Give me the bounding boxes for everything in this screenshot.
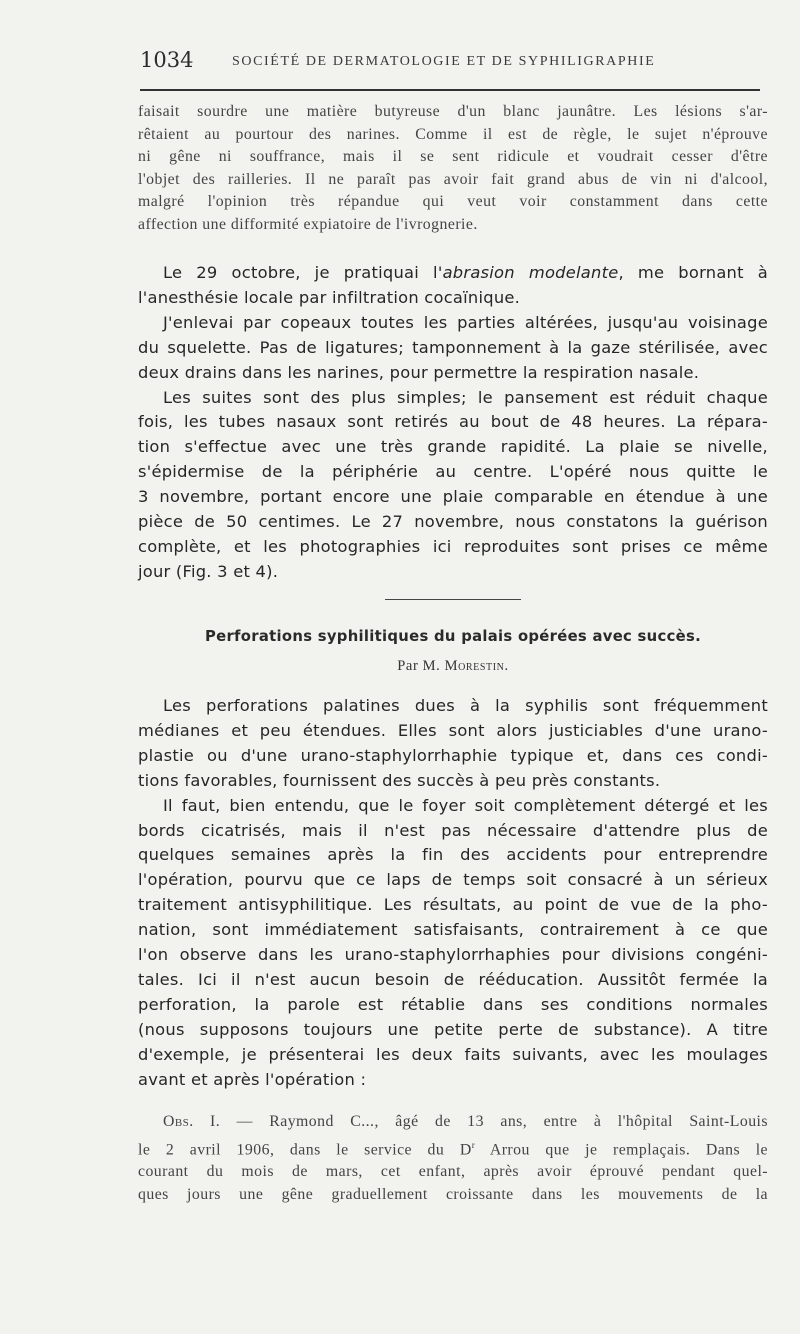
article-title: Perforations syphilitiques du palais opérées avec succès. — [204, 628, 702, 645]
obs-line: courant du mois de mars, cet enfant, après avoir éprouvé pendant quel- — [138, 1163, 768, 1181]
obs-superscript: r — [471, 1139, 476, 1150]
case-line: complète, et les photographies ici reproduites sont prises ce même — [138, 536, 768, 556]
case-line: tion s'effectue avec une très grande rapidité. La plaie se nivelle, — [138, 437, 768, 457]
body-line: Il faut, bien entendu, que le foyer soit complètement détergé et les — [163, 795, 768, 815]
body-line: médianes et peu étendues. Elles sont alors justiciables d'une urano- — [138, 720, 768, 740]
body-line: avant et après l'opération : — [138, 1069, 367, 1089]
obs-line — [138, 1111, 768, 1134]
running-head: SOCIÉTÉ DE DERMATOLOGIE ET DE SYPHILIGRAPHIE — [232, 54, 656, 69]
body-line: traitement antisyphilitique. Les résultats, au point de vue de la pho- — [138, 895, 768, 915]
italic-term: abrasion modelante — [442, 263, 619, 282]
case-line: 3 novembre, portant encore une plaie comparable en étendue à une — [138, 487, 768, 507]
intro-line: faisait sourdre une matière butyreuse d'un blanc jaunâtre. Les lésions s'ar- — [138, 103, 768, 120]
case-line: J'enlevai par copeaux toutes les parties altérées, jusqu'au voisinage — [163, 312, 768, 332]
body-line: perforation, la parole est rétablie dans ses conditions normales — [138, 994, 768, 1014]
body-line: d'exemple, je présenterai les deux faits suivants, avec les moulages — [138, 1044, 768, 1064]
body-line: l'opération, pourvu que ce laps de temps soit consacré à un sérieux — [138, 870, 768, 890]
intro-line: l'objet des railleries. Il ne paraît pas avoir fait grand abus de vin ni d'alcool, — [138, 170, 768, 188]
case-line: fois, les tubes nasaux sont retirés au bout de 48 heures. La répara- — [138, 412, 768, 432]
body-line: Les perforations palatines dues à la syphilis sont fréquemment — [163, 696, 768, 715]
obs-line — [138, 1134, 768, 1162]
author-name: Morestin. — [444, 658, 509, 674]
case-continuation — [138, 261, 768, 585]
obs-text: — Raymond C..., âgé de 13 ans, entre à l'hôpital Saint-Louis — [220, 1113, 768, 1130]
obs-line: ques jours une gêne graduellement croissante dans les mouvements de la — [138, 1186, 768, 1204]
intro-line: malgré l'opinion très répandue qui veut voir constamment dans cette — [138, 193, 768, 211]
case-line: l'anesthésie locale par infiltration cocaïnique. — [138, 287, 521, 307]
case-text: , me bornant à — [618, 263, 768, 282]
case-line: s'épidermise de la périphérie au centre. L'opéré nous quitte le — [138, 462, 768, 482]
intro-paragraph — [138, 101, 768, 237]
case-line — [138, 261, 768, 286]
section-separator — [385, 599, 521, 600]
case-line: deux drains dans les narines, pour permettre la respiration nasale. — [138, 362, 700, 382]
page-number: 1034 — [140, 48, 194, 72]
author-prefix: Par M. — [397, 658, 441, 674]
body-line: quelques semaines après la fin des accidents pour entreprendre — [138, 845, 768, 865]
case-line: pièce de 50 centimes. Le 27 novembre, nous constatons la guérison — [138, 512, 768, 532]
obs-text: le 2 avril 1906, dans le service du D — [138, 1140, 472, 1158]
body-line: plastie ou d'une urano-staphylorrhaphie typique et, dans ces condi- — [138, 745, 768, 765]
page-header — [140, 48, 760, 78]
intro-line: rêtaient au pourtour des narines. Comme il est de règle, le sujet n'éprouve — [138, 125, 768, 143]
body-line: (nous supposons toujours une petite perte de substance). A titre — [138, 1019, 768, 1039]
obs-label: Obs. I. — [163, 1113, 221, 1130]
body-line: nation, sont immédiatement satisfaisants, contrairement à ce que — [138, 920, 768, 940]
obs-text: Arrou que je remplaçais. Dans le — [475, 1140, 768, 1158]
body-line: bords cicatrisés, mais il n'est pas nécessaire d'attendre plus de — [138, 820, 768, 840]
article-author — [138, 658, 768, 675]
case-line: Les suites sont des plus simples; le pansement est réduit chaque — [163, 387, 768, 407]
article-body — [138, 694, 768, 1093]
case-line: jour (Fig. 3 et 4). — [138, 561, 279, 581]
body-line: l'on observe dans les urano-staphylorrhaphies pour divisions congéni- — [138, 945, 768, 965]
body-line: tales. Ici il n'est aucun besoin de rééducation. Aussitôt fermée la — [138, 969, 768, 989]
case-line: du squelette. Pas de ligatures; tamponnement à la gaze stérilisée, avec — [138, 337, 768, 357]
case-text: Le 29 octobre, je pratiquai l' — [163, 263, 443, 282]
header-rule — [140, 89, 760, 91]
intro-line: ni gêne ni souffrance, mais il se sent ridicule et voudrait cesser d'être — [138, 148, 768, 166]
observation — [138, 1111, 768, 1207]
intro-line: affection une difformité expiatoire de l'ivrognerie. — [138, 215, 478, 233]
body-line: tions favorables, fournissent des succès à peu près constants. — [138, 770, 661, 790]
